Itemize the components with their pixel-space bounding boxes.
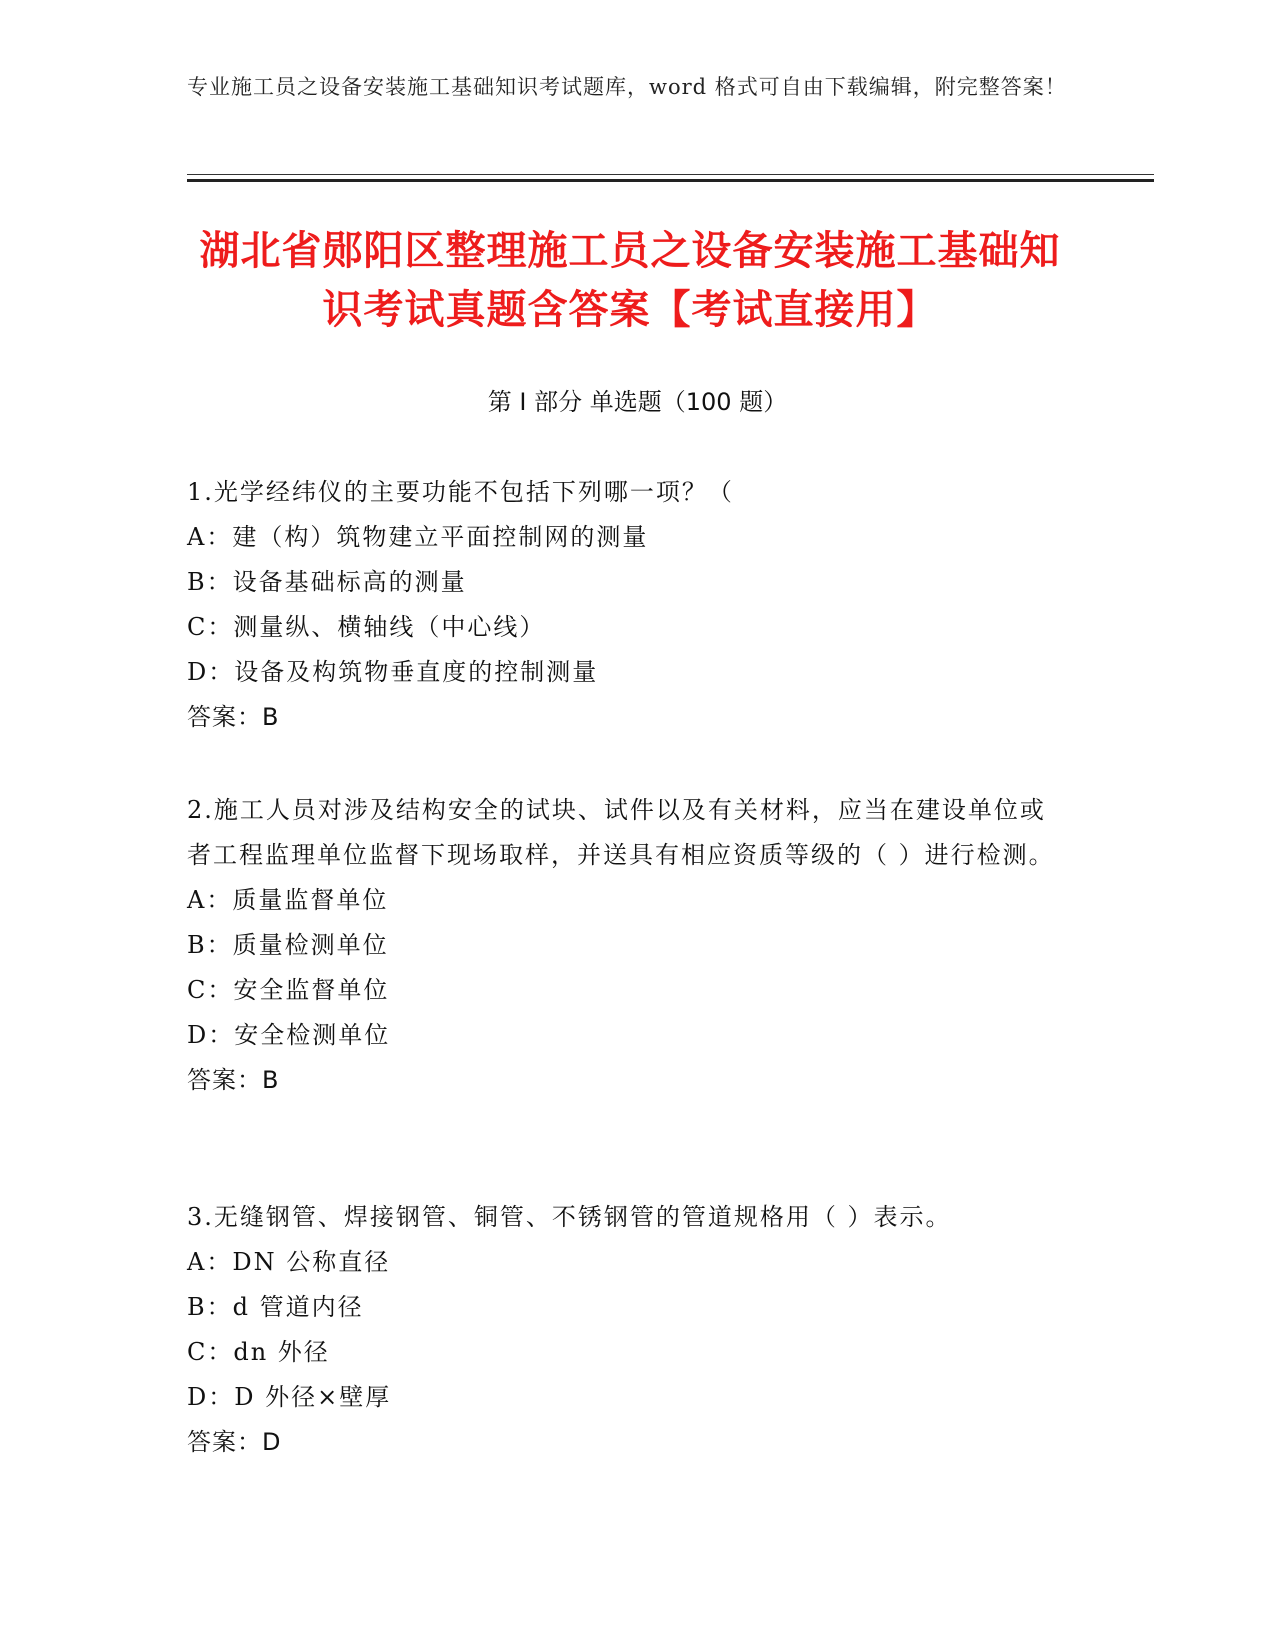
header-rule-thin bbox=[187, 174, 1154, 175]
answer-label: 答案：B bbox=[187, 1066, 280, 1094]
question-stem: 1.光学经纬仪的主要功能不包括下列哪一项？（ bbox=[187, 478, 734, 506]
option-b: B：设备基础标高的测量 bbox=[187, 568, 467, 596]
option-d: D：安全检测单位 bbox=[187, 1021, 391, 1049]
option-c: C：安全监督单位 bbox=[187, 976, 390, 1004]
question-2 bbox=[187, 788, 1067, 1103]
answer-label: 答案：D bbox=[187, 1428, 282, 1456]
option-b: B：质量检测单位 bbox=[187, 931, 389, 959]
document-title: 湖北省郧阳区整理施工员之设备安装施工基础知识考试真题含答案【考试直接用】 bbox=[199, 228, 1061, 333]
question-stem: 3.无缝钢管、焊接钢管、铜管、不锈钢管的管道规格用（ ）表示。 bbox=[187, 1203, 952, 1231]
question-1 bbox=[187, 470, 1067, 740]
option-b: B：d 管道内径 bbox=[187, 1293, 364, 1321]
option-c: C：测量纵、横轴线（中心线） bbox=[187, 613, 546, 641]
header-note: 专业施工员之设备安装施工基础知识考试题库，word 格式可自由下载编辑，附完整答案！ bbox=[187, 75, 1067, 99]
question-stem: 2.施工人员对涉及结构安全的试块、试件以及有关材料，应当在建设单位或者工程监理单位监督下现场取样，并送具有相应资质等级的（ ）进行检测。 bbox=[187, 796, 1055, 869]
question-3 bbox=[187, 1195, 1067, 1465]
option-a: A：DN 公称直径 bbox=[187, 1248, 391, 1276]
section-title: 第 I 部分 单选题（100 题） bbox=[487, 388, 788, 416]
option-c: C：dn 外径 bbox=[187, 1338, 330, 1366]
option-a: A：建（构）筑物建立平面控制网的测量 bbox=[187, 523, 649, 551]
header-rule-thick bbox=[187, 179, 1154, 182]
option-d: D：设备及构筑物垂直度的控制测量 bbox=[187, 658, 599, 686]
option-a: A：质量监督单位 bbox=[187, 886, 389, 914]
option-d: D：D 外径×壁厚 bbox=[187, 1383, 392, 1411]
answer-label: 答案：B bbox=[187, 703, 280, 731]
